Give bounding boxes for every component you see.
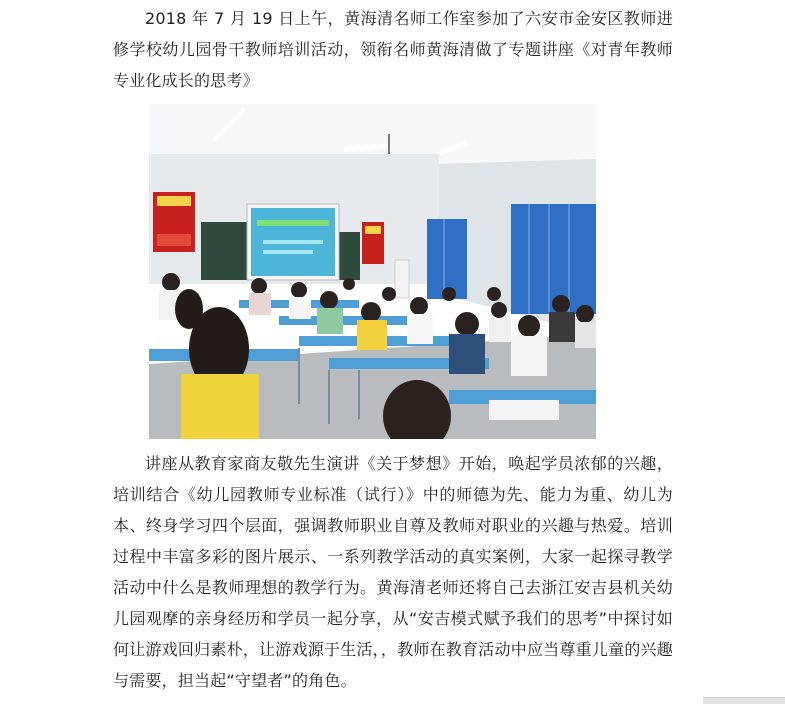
classroom-photo (149, 104, 596, 439)
banner-text-band (157, 196, 191, 206)
body-paragraph: 讲座从教育家商友敬先生演讲《关于梦想》开始，唤起学员浓郁的兴趣，培训结合《幼儿园教师专业标准（试行）》中的师德为先、能力为重、幼儿为本、终身学习四个层面，强调教师职业自尊及教师对职业的兴趣与热爱。培训过程中丰富多彩的图片展示、一系列教学活动的真实案例，大家一起探寻教学活动中什么是教师理想的教学行为。黄海清老师还将自己去浙江安吉县机关幼儿园观摩的亲身经历和学员一起分享，从“安吉模式赋予我们的思考”中探讨如何让游戏回归素朴，让游戏源于生活，，教师在教育活动中应当尊重儿童的兴趣与需要，担当起“守望者”的角色。 (113, 454, 673, 690)
student-hair (175, 289, 203, 329)
classroom-photo-svg (149, 104, 596, 439)
banner-text-band (365, 226, 381, 234)
paper-on-desk (489, 400, 559, 420)
document-page (113, 0, 673, 690)
air-conditioner (395, 260, 409, 298)
slide-text-line (263, 250, 313, 254)
banner-graphic (157, 234, 191, 246)
intro-paragraph: 2018 年 7 月 19 日上午，黄海清名师工作室参加了六安市金安区教师进修学校幼儿园骨干教师培训活动，领衔名师黄海清做了专题讲座《对青年教师专业化成长的思考》 (113, 9, 673, 90)
window-curtain (511, 204, 596, 314)
blackboard (201, 222, 249, 280)
slide-title-band (257, 220, 329, 226)
slide-text-line (263, 240, 323, 244)
window-curtain (427, 219, 467, 299)
student-yellow-shirt (181, 374, 259, 439)
